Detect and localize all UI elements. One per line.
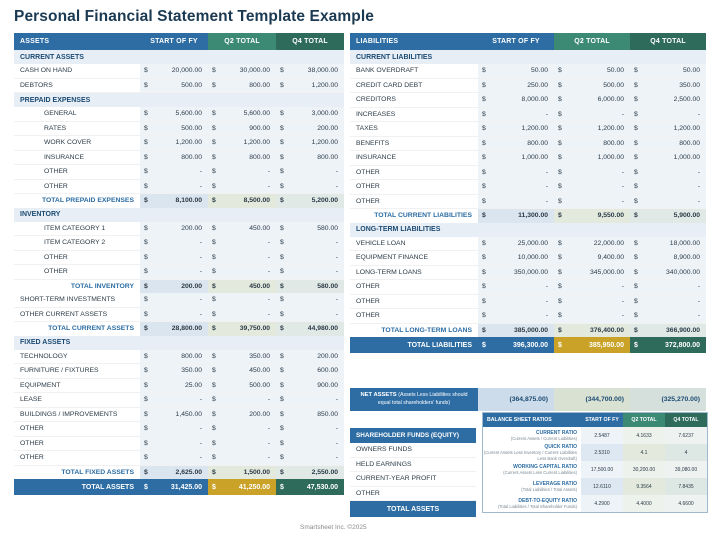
currency-symbol: $ xyxy=(208,78,220,93)
total-liabilities-row: TOTAL LIABILITIES $ 396,300.00 $ 385,950.00 $ 372,800.00 xyxy=(350,337,706,353)
table-row: ITEM CATEGORY 1 $ 200.00 $ 450.00 $ 580.00 xyxy=(14,222,344,236)
table-row: BENEFITS $ 800.00 $ 800.00 $ 800.00 xyxy=(350,136,706,151)
currency-symbol: $ xyxy=(208,64,220,78)
table-row: OTHER $ - $ - $ - xyxy=(14,250,344,265)
table-row: WORK COVER $ 1,200.00 $ 1,200.00 $ 1,200.00 xyxy=(14,136,344,151)
table-row: EQUIPMENT $ 25.00 $ 500.00 $ 900.00 xyxy=(14,378,344,393)
ratios-title: BALANCE SHEET RATIOS xyxy=(483,413,581,427)
footer-credit: Smartsheet Inc. ©2025 xyxy=(300,524,367,531)
ratios-header-row xyxy=(483,413,707,427)
ratios-table xyxy=(483,413,707,512)
table-row: FURNITURE / FIXTURES $ 350.00 $ 450.00 $ 600.00 xyxy=(14,364,344,379)
table-row: OWNERS FUNDS xyxy=(350,443,476,457)
ratio-formula: (Current Assets Less Inventory / Current Liabilities Less Bank Overdraft) xyxy=(483,450,577,461)
assets-table xyxy=(14,33,344,495)
col-q4-total: Q4 TOTAL xyxy=(276,33,344,50)
col-assets: ASSETS xyxy=(14,33,140,50)
section-current-assets: CURRENT ASSETS xyxy=(14,50,344,64)
table-row: OTHER $ - $ - $ - xyxy=(14,265,344,280)
subsection-prepaid-expenses: PREPAID EXPENSES xyxy=(14,93,344,108)
col-start-of-fy: START OF FY xyxy=(478,33,554,50)
table-row: CURRENT-YEAR PROFIT xyxy=(350,472,476,487)
table-row: HELD EARNINGS xyxy=(350,457,476,472)
ratio-label: WORKING CAPITAL RATIO xyxy=(513,463,577,470)
table-row: OTHER $ - $ - $ - xyxy=(350,280,706,295)
subsection-inventory: INVENTORY xyxy=(14,208,344,222)
net-assets-subtitle: (Assets Less Liabilities should equal total shareholders' funds) xyxy=(377,392,468,407)
table-row: OTHER $ - $ - $ - xyxy=(14,451,344,466)
total-long-term-loans-row: TOTAL LONG-TERM LOANS $ 385,000.00 $ 376,400.00 $ 366,900.00 xyxy=(350,323,706,337)
assets-header-row xyxy=(14,33,344,50)
table-row: OTHER $ - $ - $ - xyxy=(14,179,344,194)
ratio-row-quick: QUICK RATIO (Current Assets Less Inventory / Current Liabilities Less Bank Overdraft) 2.5310 4.1 4 xyxy=(483,444,707,461)
ratio-row-debt-to-equity: DEBT-TO-EQUITY RATIO (Total Liabilities / Total Shareholder Funds) 4.2900 4.4000 4.6600 xyxy=(483,495,707,512)
liabilities-header-row xyxy=(350,33,706,50)
table-row: CREDITORS $ 8,000.00 $ 6,000.00 $ 2,500.00 xyxy=(350,93,706,108)
table-row: CREDIT CARD DEBT $ 250.00 $ 500.00 $ 350.00 xyxy=(350,78,706,93)
total-inventory-row: TOTAL INVENTORY $ 200.00 $ 450.00 $ 580.00 xyxy=(14,279,344,293)
shareholder-funds-header: SHAREHOLDER FUNDS (EQUITY) xyxy=(350,428,476,443)
table-row: OTHER $ - $ - $ - xyxy=(14,422,344,437)
ratio-row-leverage: LEVERAGE RATIO (Total Liabilities / Total Assets) 12.6110 9.3564 7.8435 xyxy=(483,478,707,495)
table-row: OTHER $ - $ - $ - xyxy=(14,436,344,451)
ratios-col-q2: Q2 TOTAL xyxy=(623,413,665,427)
ratio-label: LEVERAGE RATIO xyxy=(532,480,577,487)
col-q2-total: Q2 TOTAL xyxy=(554,33,630,50)
table-row: VEHICLE LOAN $ 25,000.00 $ 22,000.00 $ 18,000.00 xyxy=(350,237,706,251)
col-q2-total: Q2 TOTAL xyxy=(208,33,276,50)
liabilities-table xyxy=(350,33,706,353)
currency-symbol: $ xyxy=(276,78,288,93)
total-prepaid-expenses-row: TOTAL PREPAID EXPENSES $ 8,100.00 $ 8,500.00 $ 5,200.00 xyxy=(14,194,344,208)
table-row: OTHER CURRENT ASSETS $ - $ - $ - xyxy=(14,307,344,322)
table-row: DEBTORS $ 500.00 $ 800.00 $ 1,200.00 xyxy=(14,78,344,93)
net-assets-label xyxy=(350,388,478,411)
net-assets-title: NET ASSETS xyxy=(360,392,397,398)
net-assets-q2: (344,700.00) xyxy=(554,388,630,411)
table-row: OTHER $ - $ - $ - xyxy=(350,194,706,209)
ratios-col-q4: Q4 TOTAL xyxy=(665,413,707,427)
table-row: INSURANCE $ 800.00 $ 800.00 $ 800.00 xyxy=(14,150,344,165)
table-row: OTHER $ - $ - $ - xyxy=(350,180,706,195)
page-title: Personal Financial Statement Template Example xyxy=(14,8,374,25)
table-row: GENERAL $ 5,600.00 $ 5,600.00 $ 3,000.00 xyxy=(14,107,344,121)
section-current-liabilities: CURRENT LIABILITIES xyxy=(350,50,706,64)
total-assets-row: TOTAL ASSETS $ 31,425.00 $ 41,250.00 $ 47,530.00 xyxy=(14,479,344,495)
table-row: BANK OVERDRAFT $ 50.00 $ 50.00 $ 50.00 xyxy=(350,64,706,78)
table-row: OTHER $ - $ - $ - xyxy=(14,165,344,180)
col-start-of-fy: START OF FY xyxy=(140,33,208,50)
ratio-formula: (Total Liabilities / Total Assets) xyxy=(521,487,577,492)
balance-sheet-ratios-panel xyxy=(482,412,708,513)
ratio-label: DEBT-TO-EQUITY RATIO xyxy=(518,497,577,504)
total-current-assets-row: TOTAL CURRENT ASSETS $ 28,800.00 $ 39,750.00 $ 44,980.00 xyxy=(14,322,344,336)
total-fixed-assets-row: TOTAL FIXED ASSETS $ 2,625.00 $ 1,500.00 $ 2,550.00 xyxy=(14,465,344,479)
ratio-formula: (Total Liabilities / Total Shareholder Funds) xyxy=(497,504,577,509)
table-row: SHORT-TERM INVESTMENTS $ - $ - $ - xyxy=(14,293,344,307)
shareholder-total-row: TOTAL ASSETS xyxy=(350,501,476,518)
table-row: CASH ON HAND $ 20,000.00 $ 30,000.00 $ 38,000.00 xyxy=(14,64,344,78)
table-row: INSURANCE $ 1,000.00 $ 1,000.00 $ 1,000.00 xyxy=(350,151,706,166)
currency-symbol: $ xyxy=(276,64,288,78)
currency-symbol: $ xyxy=(140,64,152,78)
table-row: OTHER xyxy=(350,486,476,501)
section-fixed-assets: FIXED ASSETS xyxy=(14,336,344,350)
ratio-label: CURRENT RATIO xyxy=(535,429,577,436)
ratio-row-current: CURRENT RATIO (Current Assets / Current Liabilities) 2.5487 4.1633 7.6237 xyxy=(483,427,707,444)
table-row: RATES $ 500.00 $ 900.00 $ 200.00 xyxy=(14,121,344,136)
ratio-formula: (Current Assets / Current Liabilities) xyxy=(510,436,577,441)
table-row: EQUIPMENT FINANCE $ 10,000.00 $ 9,400.00 $ 8,900.00 xyxy=(350,251,706,266)
net-assets-row xyxy=(350,388,706,411)
ratio-row-working-capital: WORKING CAPITAL RATIO (Current Assets Less Current Liabilities) 17,500.00 30,200.00 39,080.00 xyxy=(483,461,707,478)
table-row: TAXES $ 1,200.00 $ 1,200.00 $ 1,200.00 xyxy=(350,122,706,137)
currency-symbol: $ xyxy=(140,78,152,93)
table-row: LEASE $ - $ - $ - xyxy=(14,393,344,408)
table-row: ITEM CATEGORY 2 $ - $ - $ - xyxy=(14,236,344,251)
table-row: OTHER $ - $ - $ - xyxy=(350,309,706,324)
ratios-col-start: START OF FY xyxy=(581,413,623,427)
ratio-formula: (Current Assets Less Current Liabilities) xyxy=(503,470,577,475)
total-current-liabilities-row: TOTAL CURRENT LIABILITIES $ 11,300.00 $ 9,550.00 $ 5,900.00 xyxy=(350,209,706,223)
section-long-term-liabilities: LONG-TERM LIABILITIES xyxy=(350,223,706,237)
ratio-label: QUICK RATIO xyxy=(544,444,577,451)
col-q4-total: Q4 TOTAL xyxy=(630,33,706,50)
net-assets-block xyxy=(350,388,706,411)
table-row: LONG-TERM LOANS $ 350,000.00 $ 345,000.00 $ 340,000.00 xyxy=(350,265,706,280)
shareholder-funds-table xyxy=(350,428,476,517)
net-assets-q4: (325,270.00) xyxy=(630,388,706,411)
table-row: TECHNOLOGY $ 800.00 $ 350.00 $ 200.00 xyxy=(14,350,344,364)
table-row: OTHER $ - $ - $ - xyxy=(350,294,706,309)
table-row: BUILDINGS / IMPROVEMENTS $ 1,450.00 $ 200.00 $ 850.00 xyxy=(14,407,344,422)
net-assets-start: (364,875.00) xyxy=(478,388,554,411)
table-row: INCREASES $ - $ - $ - xyxy=(350,107,706,122)
col-liabilities: LIABILITIES xyxy=(350,33,478,50)
table-row: OTHER $ - $ - $ - xyxy=(350,165,706,180)
